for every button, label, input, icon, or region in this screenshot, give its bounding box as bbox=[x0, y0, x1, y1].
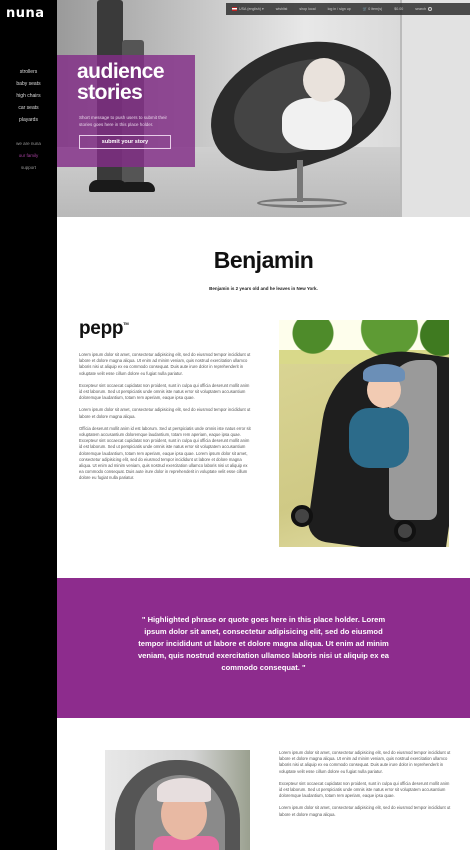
sidebar bbox=[0, 0, 57, 850]
hero-bouncer-base bbox=[257, 198, 347, 208]
hero-title-line1: audience bbox=[77, 60, 165, 83]
story-paragraph: Lorem ipsum dolor sit amet, consectetur adipisicing elit, sed do eiusmod tempor incididunt ut labore et dolore magna aliqua. Ut enim ad minim veniam, quis nostrud exercitation ullamco laboris nisi ut aliquip ex ea commodo consequat. Duis aute irure dolor in reprehenderit in voluptate velit esse cillum dolore eu fugiat nulla pariatur. bbox=[79, 352, 251, 376]
sidebar-item-high-chairs[interactable]: high chairs bbox=[16, 93, 41, 99]
wishlist-link[interactable]: wishlist bbox=[275, 7, 288, 11]
cart-count: 0 item(s) bbox=[368, 7, 383, 11]
top-utility-bar bbox=[226, 3, 470, 15]
submit-story-button[interactable]: submit your story bbox=[79, 135, 171, 149]
story-paragraph: Excepteur sint occaecat cupidatat non proident, sunt in culpa qui officia deserunt mollit anim id est laborum. Sed ut perspiciatis unde omnis iste natus error sit voluptatem accusantium doloremque laudantium, totam rem aperiam, eaque ipsa quae. bbox=[79, 382, 250, 401]
story-tagline: Benjamin is 2 years old and he leaves in New York. bbox=[209, 286, 318, 291]
story-photo-infant bbox=[105, 750, 250, 850]
photo-child-hat bbox=[363, 364, 405, 382]
sidebar-nav bbox=[0, 66, 57, 174]
story-paragraph: Lorem ipsum dolor sit amet, consectetur adipisicing elit, sed do eiusmod tempor incididunt ut labore et dolore magna aliqua. Ut enim ad minim veniam, quis nostrud exercitation ullamco laboris nisi ut aliquip ex ea commodo consequat. Duis aute irure dolor in reprehenderit in voluptate velit esse cillum dolore eu fugiat nulla pariatur. bbox=[279, 750, 451, 774]
sidebar-item-we-are-nuna[interactable]: we are nuna bbox=[16, 141, 41, 146]
sidebar-item-support[interactable]: support bbox=[20, 165, 36, 170]
search-icon bbox=[428, 7, 432, 11]
highlight-quote: " Highlighted phrase or quote goes here in this place holder. Lorem ipsum dolor sit amet, consectetur adipisicing elit, sed do eiusmod tempor incididunt ut labore et dolore magna aliqua. Ut enim ad minim veniam, quis nostrud exercitation ullamco laboris nisi ut aliquip ex ea commodo consequat. " bbox=[137, 615, 390, 672]
story-name: Benjamin bbox=[213, 247, 314, 273]
cart-link[interactable]: 🛒 0 item(s) bbox=[362, 7, 383, 11]
story-body-1 bbox=[79, 352, 251, 488]
hero-bouncer-stand bbox=[297, 160, 303, 202]
story-photo-stroller bbox=[279, 320, 449, 547]
region-label: USA (english) bbox=[239, 7, 261, 11]
product-name: pepp bbox=[79, 318, 124, 339]
hero-baby-head bbox=[303, 58, 345, 102]
cart-total: $0.00 bbox=[394, 7, 404, 11]
us-flag-icon bbox=[232, 7, 237, 11]
hero-message: Short message to push users to submit their stories goes here in this place holder. bbox=[79, 115, 168, 127]
region-selector[interactable]: USA (english) ▾ bbox=[226, 3, 270, 15]
hero-title bbox=[77, 61, 164, 103]
nav-gap bbox=[0, 126, 57, 138]
photo-stroller-wheel bbox=[291, 505, 313, 527]
quote-band bbox=[57, 578, 470, 718]
story-paragraph: Lorem ipsum dolor sit amet, consectetur adipisicing elit, sed do eiusmod tempor incididunt ut labore et dolore magna aliqua. bbox=[79, 407, 251, 419]
hero-door bbox=[400, 0, 470, 217]
search-label: search bbox=[415, 7, 427, 11]
product-logo bbox=[79, 318, 128, 340]
hero-overlay bbox=[57, 55, 195, 167]
hero-shoe bbox=[119, 182, 155, 192]
sidebar-item-baby-seats[interactable]: baby seats bbox=[16, 81, 41, 87]
story-paragraph: Lorem ipsum dolor sit amet, consectetur adipisicing elit, sed do eiusmod tempor incididunt ut labore et dolore magna aliqua. bbox=[279, 805, 451, 817]
nuna-logo[interactable]: nuna bbox=[6, 6, 45, 21]
sidebar-item-strollers[interactable]: strollers bbox=[19, 69, 38, 75]
story-paragraph: Excepteur sint occaecat cupidatat non proident, sunt in culpa qui officia deserunt mollit anim id est laborum. Sed ut perspiciatis unde omnis iste natus error sit voluptatem accusantium doloremque laudantium, totam rem aperiam, eaque ipsa quae. bbox=[279, 780, 450, 799]
hero-title-line2: stories bbox=[77, 81, 143, 104]
sidebar-item-car-seats[interactable]: car seats bbox=[18, 105, 39, 111]
photo-infant-cap bbox=[157, 778, 211, 802]
trademark-mark: TM bbox=[123, 321, 129, 326]
sidebar-item-our-family[interactable]: our family bbox=[18, 153, 39, 158]
story-body-2 bbox=[279, 750, 451, 824]
photo-child-body bbox=[349, 408, 409, 468]
story-paragraph: Officia deserunt mollit anim id est laborum. Sed ut perspiciatis unde omnis iste natus error sit voluptatem accusantium doloremque laudantium, totam rem aperiam, eaque ipsa quae. Excepteur sint occaecat cupidatat non proident, sunt in culpa qui officia deserunt mollit anim id est laborum. Sed ut perspiciatis unde omnis iste natus error sit voluptatem accusantium doloremque laudantium, totam rem aperiam, eaque ipsa quae. Lorem ipsum dolor sit amet, consectetur adipisicing elit, sed do eiusmod tempor incididunt ut labore et dolore magna aliqua. Ut enim ad minim veniam, quis nostrud exercitation ullamco laboris nisi ut aliquip ex ea commodo consequat. Duis aute irure dolor in reprehenderit in voluptate velit esse cillum dolore eu fugiat nulla pariatur. bbox=[79, 425, 251, 481]
shop-local-link[interactable]: shop local bbox=[299, 7, 316, 11]
hero-baby-body bbox=[282, 98, 352, 150]
search-button[interactable] bbox=[409, 3, 438, 15]
photo-stroller-wheel bbox=[394, 520, 416, 542]
sidebar-item-playards[interactable]: playards bbox=[19, 117, 38, 123]
login-link[interactable]: log in / sign up bbox=[327, 7, 351, 11]
